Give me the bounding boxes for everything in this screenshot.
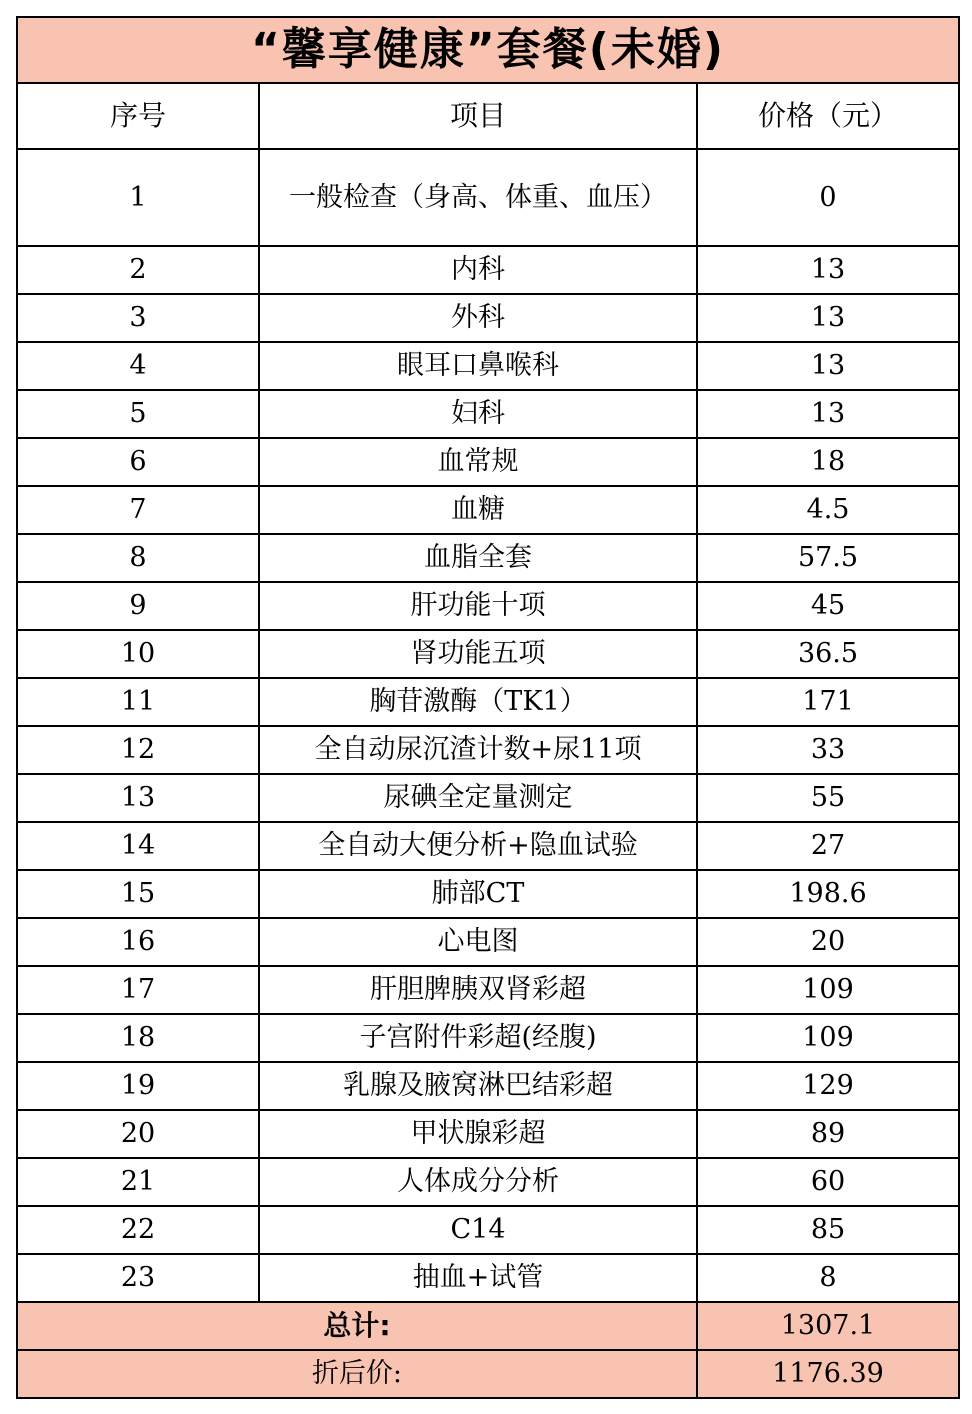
total-row (17, 1302, 959, 1350)
row-seq: 15 (17, 870, 259, 918)
table-row (17, 438, 959, 486)
row-seq: 18 (17, 1014, 259, 1062)
row-price: 198.6 (697, 870, 959, 918)
row-price: 13 (697, 342, 959, 390)
row-price: 55 (697, 774, 959, 822)
table-row (17, 966, 959, 1014)
table-row (17, 1110, 959, 1158)
price-sheet (16, 16, 958, 1399)
table-row (17, 486, 959, 534)
package-title: “馨享健康”套餐(未婚) (17, 17, 959, 83)
row-item: 肝功能十项 (259, 582, 697, 630)
row-item: 血脂全套 (259, 534, 697, 582)
row-seq: 5 (17, 390, 259, 438)
row-price: 18 (697, 438, 959, 486)
row-price: 45 (697, 582, 959, 630)
row-item: 胸苷激酶（TK1） (259, 678, 697, 726)
table-row (17, 246, 959, 294)
table-row (17, 1158, 959, 1206)
row-seq: 21 (17, 1158, 259, 1206)
row-seq: 23 (17, 1254, 259, 1302)
row-price: 89 (697, 1110, 959, 1158)
discount-row (17, 1350, 959, 1398)
row-seq: 14 (17, 822, 259, 870)
row-item: 尿碘全定量测定 (259, 774, 697, 822)
row-price: 8 (697, 1254, 959, 1302)
row-price: 20 (697, 918, 959, 966)
row-price: 13 (697, 294, 959, 342)
row-seq: 7 (17, 486, 259, 534)
row-seq: 3 (17, 294, 259, 342)
item-rows (17, 149, 959, 1302)
row-price: 13 (697, 390, 959, 438)
table-row (17, 1014, 959, 1062)
row-seq: 12 (17, 726, 259, 774)
row-item: 全自动尿沉渣计数+尿11项 (259, 726, 697, 774)
row-price: 109 (697, 1014, 959, 1062)
row-item: 肺部CT (259, 870, 697, 918)
row-seq: 20 (17, 1110, 259, 1158)
header-seq: 序号 (17, 83, 259, 149)
table-row (17, 774, 959, 822)
row-item: 妇科 (259, 390, 697, 438)
header-price: 价格（元） (697, 83, 959, 149)
row-seq: 11 (17, 678, 259, 726)
table-row (17, 294, 959, 342)
table-row (17, 1062, 959, 1110)
row-seq: 2 (17, 246, 259, 294)
row-price: 33 (697, 726, 959, 774)
table-row (17, 726, 959, 774)
table-row (17, 1254, 959, 1302)
row-price: 13 (697, 246, 959, 294)
table-row (17, 582, 959, 630)
row-item: 外科 (259, 294, 697, 342)
row-seq: 8 (17, 534, 259, 582)
row-price: 4.5 (697, 486, 959, 534)
row-item: 乳腺及腋窝淋巴结彩超 (259, 1062, 697, 1110)
row-item: 一般检查（身高、体重、血压） (259, 149, 697, 246)
row-item: 血糖 (259, 486, 697, 534)
row-item: 子宫附件彩超(经腹) (259, 1014, 697, 1062)
table-row (17, 918, 959, 966)
row-price: 57.5 (697, 534, 959, 582)
row-item: 全自动大便分析+隐血试验 (259, 822, 697, 870)
table-row (17, 822, 959, 870)
row-price: 129 (697, 1062, 959, 1110)
table-row (17, 342, 959, 390)
row-item: 人体成分分析 (259, 1158, 697, 1206)
row-item: 内科 (259, 246, 697, 294)
row-seq: 10 (17, 630, 259, 678)
row-price: 60 (697, 1158, 959, 1206)
row-item: C14 (259, 1206, 697, 1254)
header-item: 项目 (259, 83, 697, 149)
row-price: 171 (697, 678, 959, 726)
discount-value: 1176.39 (697, 1350, 959, 1398)
row-item: 肾功能五项 (259, 630, 697, 678)
row-item: 肝胆脾胰双肾彩超 (259, 966, 697, 1014)
table-row (17, 534, 959, 582)
row-price: 85 (697, 1206, 959, 1254)
total-value: 1307.1 (697, 1302, 959, 1350)
row-seq: 16 (17, 918, 259, 966)
row-price: 36.5 (697, 630, 959, 678)
row-seq: 9 (17, 582, 259, 630)
row-price: 27 (697, 822, 959, 870)
row-seq: 6 (17, 438, 259, 486)
table-row (17, 149, 959, 246)
row-seq: 19 (17, 1062, 259, 1110)
row-seq: 1 (17, 149, 259, 246)
table-row (17, 390, 959, 438)
row-seq: 4 (17, 342, 259, 390)
row-price: 0 (697, 149, 959, 246)
title-row (17, 17, 959, 83)
table-row (17, 1206, 959, 1254)
header-row (17, 83, 959, 149)
total-label: 总计: (17, 1302, 697, 1350)
row-seq: 22 (17, 1206, 259, 1254)
table-row (17, 678, 959, 726)
row-item: 甲状腺彩超 (259, 1110, 697, 1158)
row-item: 抽血+试管 (259, 1254, 697, 1302)
package-table (16, 16, 960, 1399)
row-item: 眼耳口鼻喉科 (259, 342, 697, 390)
row-seq: 13 (17, 774, 259, 822)
table-row (17, 630, 959, 678)
row-item: 心电图 (259, 918, 697, 966)
row-item: 血常规 (259, 438, 697, 486)
table-row (17, 870, 959, 918)
discount-label: 折后价: (17, 1350, 697, 1398)
row-price: 109 (697, 966, 959, 1014)
row-seq: 17 (17, 966, 259, 1014)
